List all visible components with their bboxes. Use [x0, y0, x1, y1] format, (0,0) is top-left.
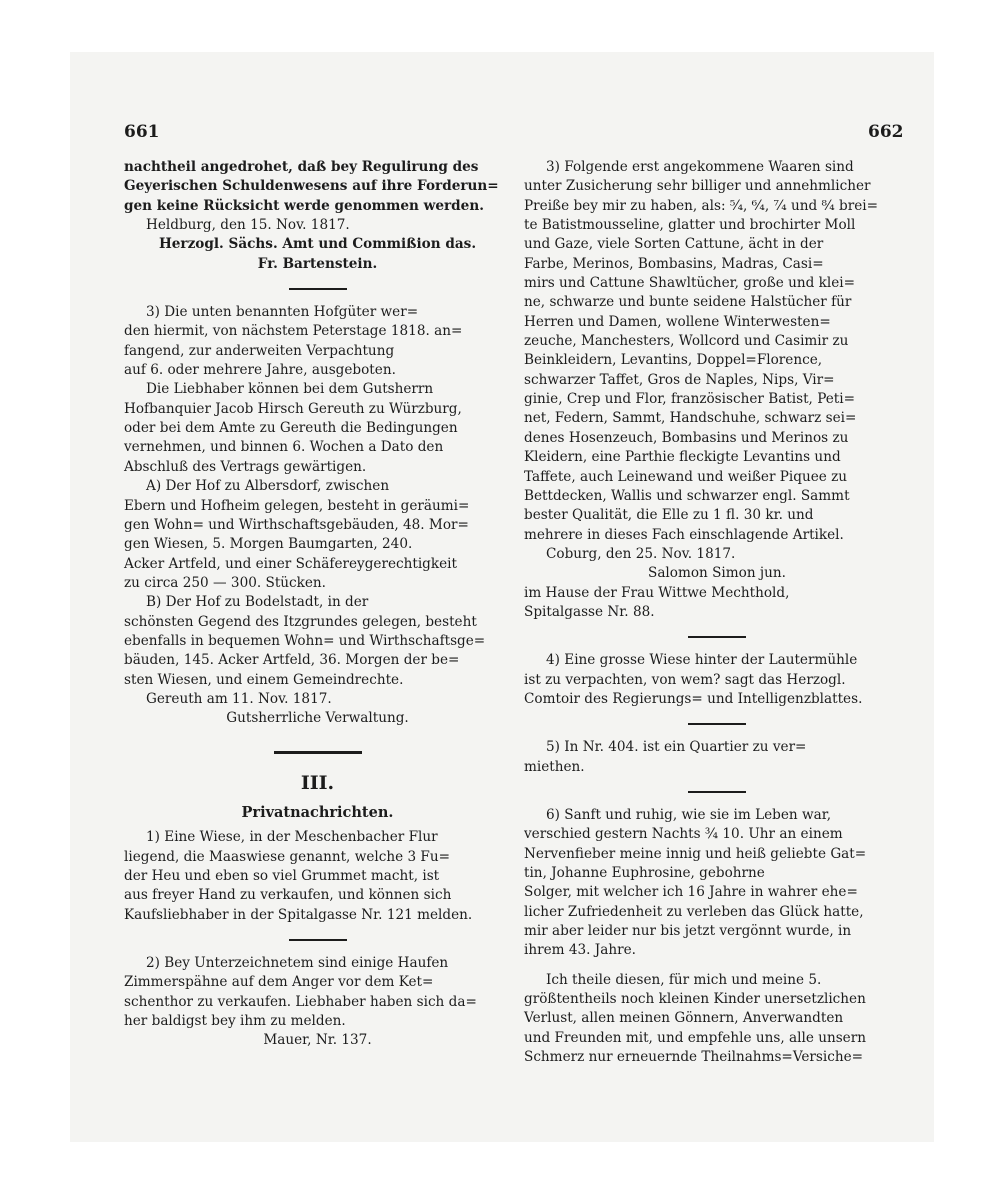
- text-line: her baldigst bey ihm zu melden.: [124, 1013, 346, 1030]
- text-line: Acker Artfeld, und einer Schäfereygerechtigkeit: [124, 555, 457, 572]
- text-line: und Freunden mit, und empfehle uns, alle unsern: [524, 1029, 866, 1046]
- dateline: Coburg, den 25. Nov. 1817.: [546, 545, 736, 562]
- text-line: Preiße bey mir zu haben, als: ⁵⁄₄, ⁶⁄₄, ⁷⁄₄ und ⁸⁄₄ brei=: [524, 197, 878, 214]
- text-line: gen Wohn= und Wirthschaftsgebäuden, 48. Mor=: [124, 516, 469, 533]
- signature: Gutsherrliche Verwaltung.: [226, 710, 409, 727]
- text-line: 4) Eine grosse Wiese hinter der Lautermühle: [546, 652, 858, 669]
- text-line: fangend, zur anderweiten Verpachtung: [124, 342, 395, 359]
- text-line: Herren und Damen, wollene Winterwesten=: [524, 313, 831, 330]
- text-line: ginie, Crep und Flor, französischer Batist, Peti=: [524, 391, 855, 408]
- dateline: Heldburg, den 15. Nov. 1817.: [146, 217, 350, 234]
- separator: [688, 636, 746, 638]
- text-line: 3) Folgende erst angekommene Waaren sind: [546, 159, 854, 175]
- text-line: auf 6. oder mehrere Jahre, ausgeboten.: [124, 362, 396, 379]
- text-line: bäuden, 145. Acker Artfeld, 36. Morgen der be=: [124, 652, 460, 669]
- text-line: schwarzer Taffet, Gros de Naples, Nips, Vir=: [524, 371, 835, 388]
- section-rule: [274, 751, 362, 754]
- text-line: ne, schwarze und bunte seidene Halstücher für: [524, 294, 852, 311]
- separator: [289, 288, 347, 290]
- text-line: gen Wiesen, 5. Morgen Baumgarten, 240.: [124, 536, 413, 553]
- text-line: Verlust, allen meinen Gönnern, Anverwandten: [524, 1010, 844, 1027]
- text-line: oder bei dem Amte zu Gereuth die Bedingungen: [124, 420, 458, 437]
- text-line: Solger, mit welcher ich 16 Jahre in wahrer ehe=: [524, 884, 858, 901]
- text-line: Kaufsliebhaber in der Spitalgasse Nr. 121 melden.: [124, 906, 473, 923]
- text-line: 6) Sanft und ruhig, wie sie im Leben war,: [546, 806, 832, 823]
- text-line: zeuche, Manchesters, Wollcord und Casimir zu: [524, 333, 849, 350]
- text-line: Abschluß des Vertrags gewärtigen.: [124, 458, 367, 475]
- text-line: Hofbanquier Jacob Hirsch Gereuth zu Würzburg,: [124, 400, 462, 417]
- text-line: Die Liebhaber können bei dem Gutsherrn: [146, 381, 434, 398]
- signature: Spitalgasse Nr. 88.: [524, 603, 655, 620]
- text-line: nachtheil angedrohet, daß bey Regulirung des: [124, 159, 479, 175]
- text-line: und Gaze, viele Sorten Cattune, ächt in der: [524, 236, 824, 253]
- text-line: schenthor zu verkaufen. Liebhaber haben sich da=: [124, 993, 477, 1010]
- text-line: Beinkleidern, Levantins, Doppel=Florence,: [524, 352, 823, 369]
- text-line: miethen.: [524, 758, 585, 775]
- signature: Fr. Bartenstein.: [257, 255, 378, 272]
- text-line: licher Zufriedenheit zu verleben das Glück hatte,: [524, 903, 864, 920]
- text-line: mirs und Cattune Shawltücher, große und klei=: [524, 275, 856, 292]
- section-number: III.: [300, 771, 335, 794]
- text-line: größtentheils noch kleinen Kinder unersetzlichen: [524, 991, 866, 1008]
- page-number-left: 661: [124, 122, 160, 142]
- announcement-2: [124, 954, 511, 1051]
- text-line: Nervenfieber meine innig und heiß geliebte Gat=: [524, 845, 867, 862]
- text-line: Kleidern, eine Parthie fleckigte Levantins und: [524, 449, 841, 466]
- signature: Herzogl. Sächs. Amt und Commißion das.: [158, 236, 477, 253]
- text-line: Ebern und Hofheim gelegen, besteht in geräumi=: [124, 497, 470, 514]
- text-line: Taffete, auch Leinewand und weißer Piquee zu: [524, 468, 848, 485]
- text-line: vernehmen, und binnen 6. Wochen a Dato den: [124, 439, 444, 456]
- page-number-right: 662: [868, 122, 904, 142]
- text-line: Comtoir des Regierungs= und Intelligenzblattes.: [524, 690, 863, 707]
- text-line: liegend, die Maaswiese genannt, welche 3 Fu=: [124, 848, 451, 865]
- text-line: mir aber leider nur bis jetzt vergönnt wurde, in: [524, 923, 852, 940]
- signature: Salomon Simon jun.: [648, 565, 786, 582]
- text-line: ihrem 43. Jahre.: [524, 942, 636, 959]
- text-line: tin, Johanne Euphrosine, gebohrne: [524, 865, 765, 881]
- text-line: 5) In Nr. 404. ist ein Quartier zu ver=: [546, 739, 807, 756]
- text-line: schönsten Gegend des Itzgrundes gelegen, besteht: [124, 613, 477, 630]
- right-column: [524, 158, 910, 1067]
- paragraph-gap: [524, 961, 910, 971]
- intro-paragraph: [124, 158, 511, 216]
- text-line: zu circa 250 — 300. Stücken.: [124, 574, 327, 591]
- dateline: Gereuth am 11. Nov. 1817.: [146, 690, 332, 707]
- announcement-3: [124, 303, 511, 729]
- text-line: der Heu und eben so viel Grummet macht, ist: [124, 868, 440, 884]
- announcement-4: [524, 651, 910, 709]
- text-line: 1) Eine Wiese, in der Meschenbacher Flur: [146, 829, 438, 846]
- separator: [688, 791, 746, 793]
- text-line: aus freyer Hand zu verkaufen, und können sich: [124, 887, 452, 904]
- announcement-6: [524, 806, 910, 1067]
- announcement-1: [124, 828, 511, 925]
- text-line: 2) Bey Unterzeichnetem sind einige Haufen: [146, 955, 449, 972]
- text-line: mehrere in dieses Fach einschlagende Artikel.: [524, 526, 844, 543]
- text-line: gen keine Rücksicht werde genommen werden.: [124, 197, 484, 214]
- text-line: B) Der Hof zu Bodelstadt, in der: [146, 594, 369, 611]
- text-line: unter Zusicherung sehr billiger und annehmlicher: [524, 178, 871, 195]
- text-line: A) Der Hof zu Albersdorf, zwischen: [146, 478, 390, 495]
- text-line: bester Qualität, die Elle zu 1 fl. 30 kr. und: [524, 507, 814, 524]
- separator: [289, 939, 347, 941]
- text-line: ebenfalls in bequemen Wohn= und Wirthschaftsge=: [124, 632, 486, 649]
- signature: im Hause der Frau Wittwe Mechthold,: [524, 584, 790, 601]
- text-line: Geyerischen Schuldenwesens auf ihre Forderun=: [124, 178, 499, 195]
- announcement-5: [524, 738, 910, 777]
- text-line: verschied gestern Nachts ¾ 10. Uhr an einem: [524, 826, 843, 843]
- text-line: te Batistmousseline, glatter und brochirter Moll: [524, 217, 856, 234]
- text-line: Zimmerspähne auf dem Anger vor dem Ket=: [124, 974, 434, 991]
- signature: Mauer, Nr. 137.: [263, 1032, 372, 1049]
- text-line: net, Federn, Sammt, Handschuhe, schwarz sei=: [524, 410, 857, 427]
- text-line: Farbe, Merinos, Bombasins, Madras, Casi=: [524, 255, 824, 272]
- text-line: sten Wiesen, und einem Gemeindrechte.: [124, 671, 404, 688]
- text-line: Schmerz nur erneuernde Theilnahms=Versiche=: [524, 1049, 864, 1066]
- text-line: Bettdecken, Wallis und schwarzer engl. Sammt: [524, 487, 850, 504]
- text-line: Ich theile diesen, für mich und meine 5.: [546, 971, 822, 988]
- announcement-3-goods: [524, 158, 910, 622]
- section-title: Privatnachrichten.: [241, 803, 394, 821]
- left-column: [124, 158, 511, 1051]
- text-line: ist zu verpachten, von wem? sagt das Herzogl.: [524, 671, 846, 688]
- text-line: den hiermit, von nächstem Peterstage 1818. an=: [124, 323, 463, 340]
- text-line: 3) Die unten benannten Hofgüter wer=: [146, 304, 419, 321]
- text-line: denes Hosenzeuch, Bombasins und Merinos zu: [524, 429, 849, 446]
- separator: [688, 723, 746, 725]
